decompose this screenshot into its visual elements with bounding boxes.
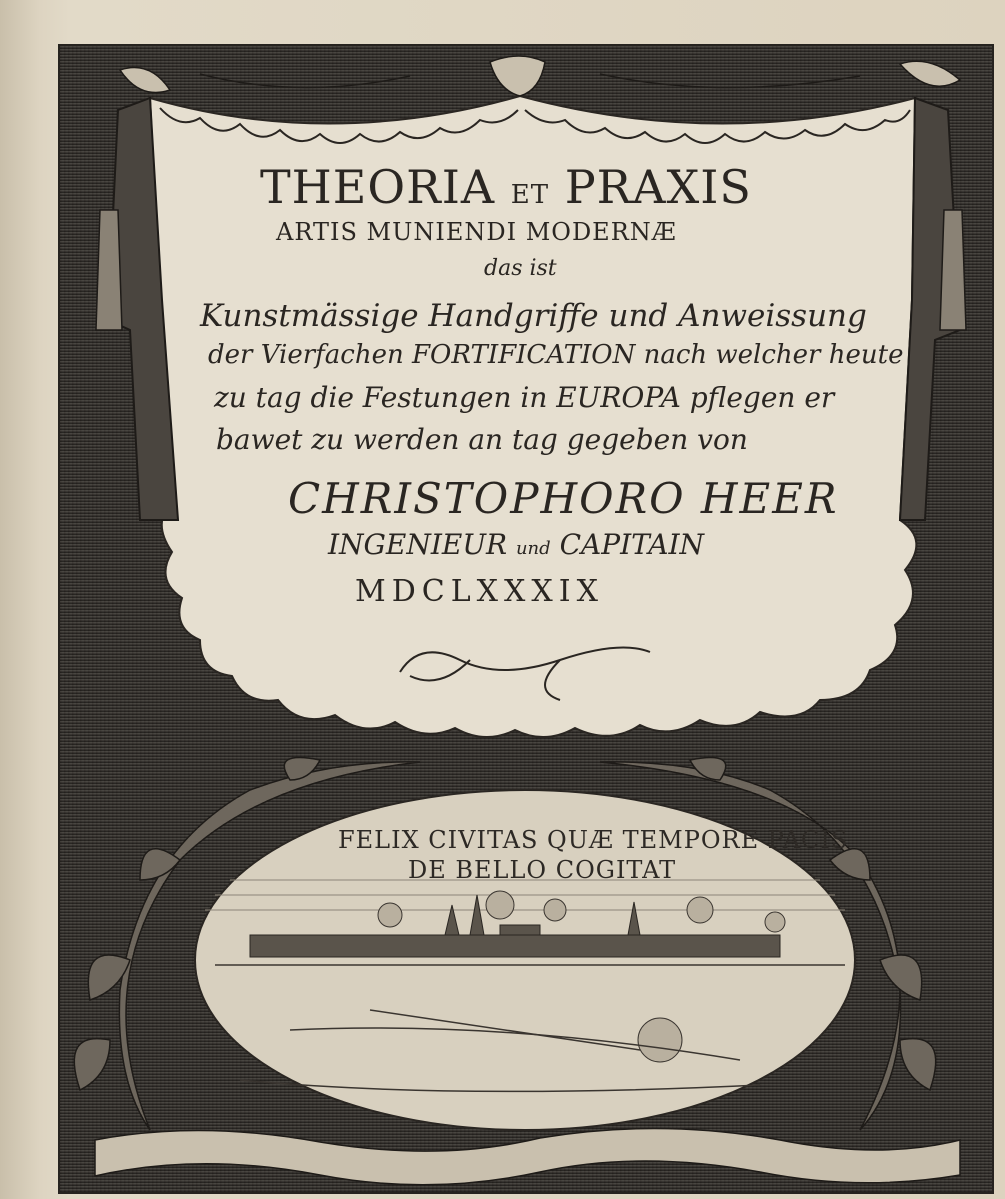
role-und: und — [515, 538, 551, 559]
role-capitain: CAPITAIN — [559, 528, 705, 561]
role-ingenieur: INGENIEUR — [328, 528, 508, 561]
title-word-praxis: PRAXIS — [564, 160, 752, 214]
motto-line-2: DE BELLO COGITAT — [408, 856, 677, 884]
body-line-1: Kunstmässige Handgriffe und Anweissung — [200, 298, 867, 334]
bottom-ribbon — [95, 1128, 960, 1184]
author-name: CHRISTOPHORO HEER — [288, 474, 839, 523]
title-word-theoria: THEORIA — [260, 160, 496, 214]
title-word-et: ET — [510, 180, 550, 210]
body-line-4: bawet zu werden an tag gegeben von — [216, 423, 748, 456]
das-ist: das ist — [484, 256, 557, 281]
body-line-3: zu tag die Festungen in EUROPA pflegen er — [214, 381, 835, 414]
body-line-2: der Vierfachen FORTIFICATION nach welcher heute — [208, 340, 904, 370]
publication-date: MDCLXXXIX — [355, 574, 604, 609]
subtitle: ARTIS MUNIENDI MODERNÆ — [276, 218, 677, 246]
motto-line-1: FELIX CIVITAS QUÆ TEMPORE PACIS — [338, 826, 849, 854]
